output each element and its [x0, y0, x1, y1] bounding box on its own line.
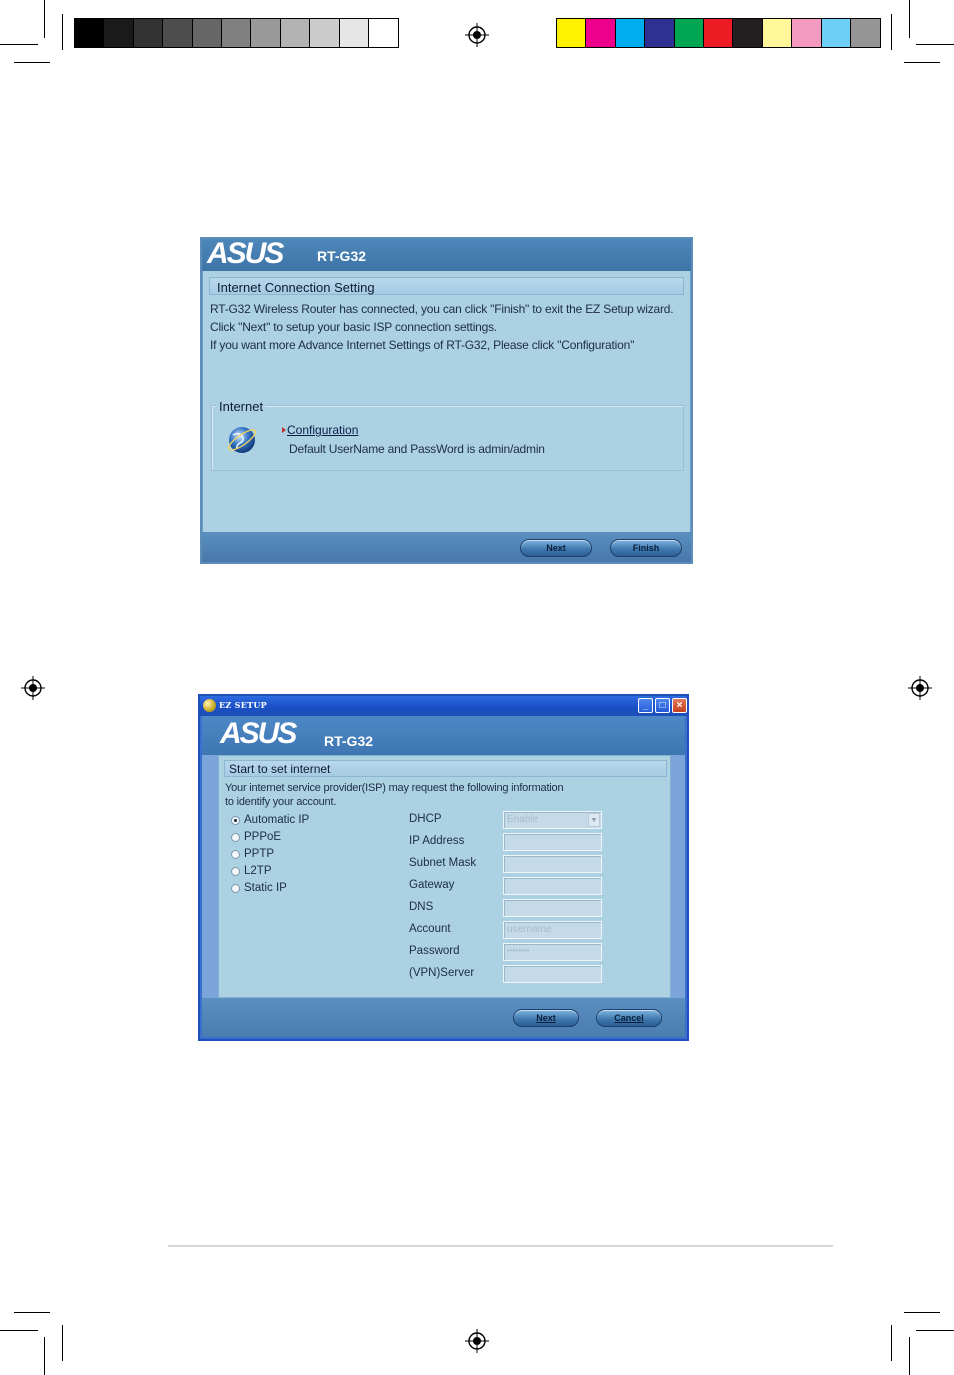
app-icon	[203, 699, 216, 712]
gateway-input[interactable]	[503, 877, 602, 895]
gateway-label: Gateway	[409, 879, 455, 891]
config-note: Default UserName and PassWord is admin/admin	[289, 442, 545, 456]
crop-mark	[14, 62, 50, 63]
section-title: Internet Connection Setting	[209, 277, 684, 295]
subnet-mask-label: Subnet Mask	[409, 857, 477, 869]
dialog-content	[202, 271, 691, 532]
radio-label: Automatic IP	[244, 814, 310, 826]
crop-mark	[62, 14, 63, 50]
registration-mark-icon	[908, 676, 932, 700]
section-title: Start to set internet	[224, 760, 667, 777]
color-swatch	[251, 19, 280, 47]
window-titlebar[interactable]	[200, 696, 687, 716]
internet-groupbox	[211, 405, 684, 471]
intro-line: RT-G32 Wireless Router has connected, you can click "Finish" to exit the EZ Setup wizard.	[210, 302, 674, 316]
radio-dot[interactable]	[231, 884, 240, 893]
crop-mark	[909, 0, 910, 38]
radio-label: L2TP	[244, 865, 272, 877]
color-swatch	[134, 19, 163, 47]
setup-content	[218, 755, 671, 998]
model-name: RT-G32	[324, 733, 374, 749]
minimize-icon[interactable]: _	[638, 698, 653, 713]
dhcp-select[interactable]	[503, 811, 602, 829]
ip-address-label: IP Address	[409, 835, 465, 847]
radio-dot[interactable]	[231, 833, 240, 842]
next-button[interactable]: Next	[520, 539, 592, 557]
color-swatch	[616, 19, 645, 47]
crop-mark	[891, 1325, 892, 1361]
ez-setup-window	[198, 694, 689, 1041]
cancel-button[interactable]: Cancel	[596, 1009, 662, 1027]
intro-line: Click "Next" to setup your basic ISP connection settings.	[210, 320, 498, 334]
radio-dot[interactable]	[231, 867, 240, 876]
color-swatch	[763, 19, 792, 47]
registration-mark-icon	[21, 676, 45, 700]
footer-rule	[168, 1245, 833, 1247]
dhcp-value: Enable	[507, 814, 539, 825]
crop-mark	[44, 0, 45, 38]
button-bar	[202, 532, 691, 562]
crop-mark	[916, 1330, 954, 1331]
color-swatch	[822, 19, 851, 47]
color-swatch	[792, 19, 821, 47]
radio-l2tp[interactable]	[231, 863, 272, 879]
finish-button[interactable]: Finish	[610, 539, 682, 557]
vpn-server-label: (VPN)Server	[409, 967, 475, 979]
logo-header	[202, 716, 685, 755]
crop-mark	[904, 62, 940, 63]
vpn-server-input[interactable]	[503, 965, 602, 983]
chevron-down-icon[interactable]: ▼	[588, 813, 600, 827]
logo-header	[202, 239, 691, 271]
crop-mark	[909, 1337, 910, 1375]
color-swatch	[104, 19, 133, 47]
crop-mark	[0, 44, 38, 45]
subnet-mask-input[interactable]	[503, 855, 602, 873]
account-input[interactable]: username	[503, 921, 602, 939]
button-bar	[202, 998, 685, 1037]
color-swatch	[310, 19, 339, 47]
window-title: EZ SETUP	[219, 700, 267, 710]
radio-label: PPTP	[244, 848, 275, 860]
dns-label: DNS	[409, 901, 434, 913]
registration-mark-icon	[465, 1329, 489, 1353]
arrow-bullet-icon	[282, 427, 286, 433]
radio-dot[interactable]	[231, 850, 240, 859]
crop-mark	[0, 1330, 38, 1331]
radio-dot[interactable]	[231, 816, 240, 825]
globe-icon	[225, 423, 259, 457]
model-name: RT-G32	[317, 248, 367, 264]
color-swatch	[675, 19, 704, 47]
next-button[interactable]: Next	[513, 1009, 579, 1027]
color-swatch	[222, 19, 251, 47]
color-swatch	[851, 19, 880, 47]
radio-static-ip[interactable]	[231, 880, 287, 896]
radio-pptp[interactable]	[231, 846, 274, 862]
color-swatch	[281, 19, 310, 47]
intro-line: Your internet service provider(ISP) may request the following information	[225, 782, 564, 794]
maximize-icon[interactable]: □	[655, 698, 670, 713]
asus-logo: ASUS	[207, 237, 283, 270]
ip-address-input[interactable]	[503, 833, 602, 851]
radio-automatic-ip[interactable]	[231, 812, 309, 828]
crop-mark	[44, 1337, 45, 1375]
color-swatch	[733, 19, 762, 47]
color-swatch	[369, 19, 398, 47]
password-input[interactable]: ••••••••	[503, 943, 602, 961]
color-swatch	[586, 19, 615, 47]
crop-mark	[14, 1312, 50, 1313]
grayscale-bar	[74, 18, 399, 48]
account-label: Account	[409, 923, 451, 935]
color-swatch	[340, 19, 369, 47]
dhcp-label: DHCP	[409, 813, 442, 825]
intro-line: to identify your account.	[225, 796, 337, 808]
color-swatch	[193, 19, 222, 47]
group-label: Internet	[216, 399, 266, 414]
dns-input[interactable]	[503, 899, 602, 917]
radio-pppoe[interactable]	[231, 829, 281, 845]
close-icon[interactable]: ×	[672, 698, 687, 713]
crop-mark	[904, 1312, 940, 1313]
internet-connection-dialog	[200, 237, 693, 564]
color-bar	[556, 18, 881, 48]
password-label: Password	[409, 945, 460, 957]
crop-mark	[891, 14, 892, 50]
color-swatch	[704, 19, 733, 47]
radio-label: Static IP	[244, 882, 287, 894]
color-swatch	[75, 19, 104, 47]
crop-mark	[916, 44, 954, 45]
configuration-link[interactable]: Configuration	[287, 423, 359, 437]
color-swatch	[163, 19, 192, 47]
window-body	[202, 716, 685, 1037]
asus-logo: ASUS	[220, 717, 296, 750]
crop-mark	[62, 1325, 63, 1361]
color-swatch	[645, 19, 674, 47]
intro-line: If you want more Advance Internet Settings of RT-G32, Please click "Configuration"	[210, 338, 635, 352]
color-swatch	[557, 19, 586, 47]
registration-mark-icon	[465, 23, 489, 47]
radio-label: PPPoE	[244, 831, 282, 843]
